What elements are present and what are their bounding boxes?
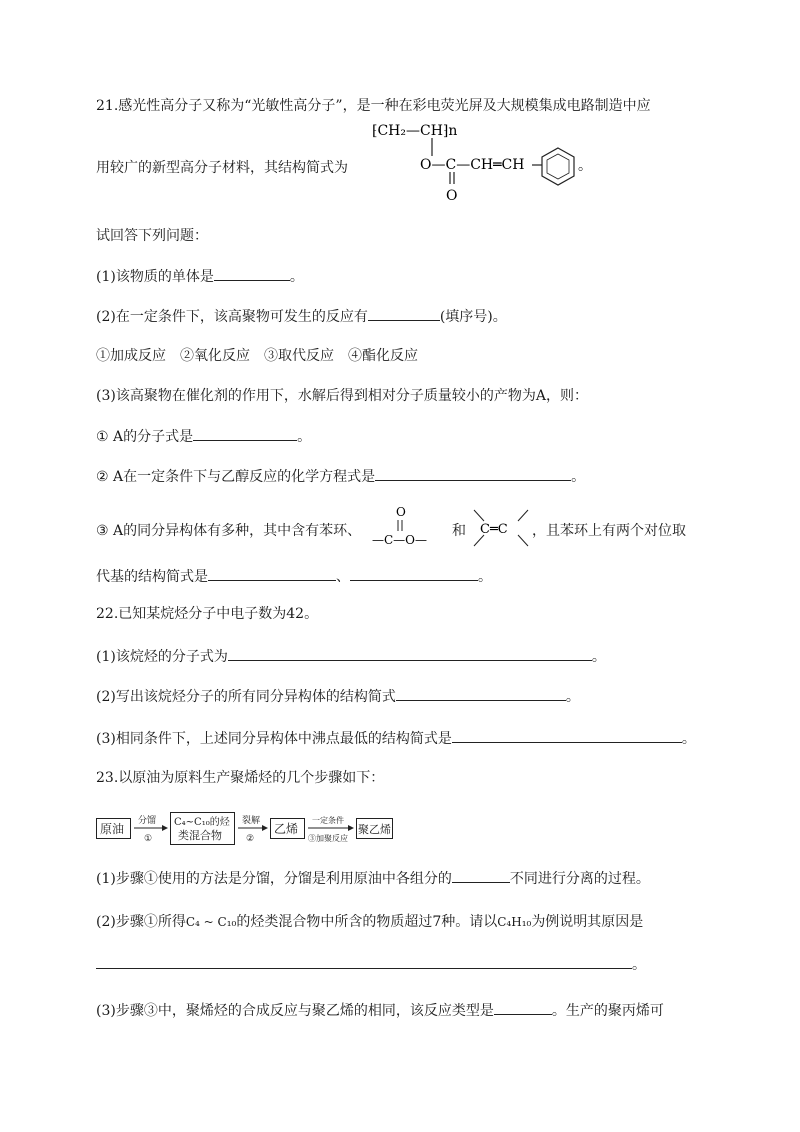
answer-blank[interactable] — [452, 728, 682, 743]
q21-part3c-start: ③ A的同分异构体有多种，其中含有苯环、 — [96, 523, 362, 539]
svg-text:C═C: C═C — [480, 522, 508, 537]
answer-blank[interactable] — [368, 306, 440, 321]
q23-part1: (1)步骤①使用的方法是分馏，分馏是利用原油中各组分的 不同进行分离的过程。 — [96, 868, 650, 889]
svg-text:O: O — [396, 505, 406, 519]
flow-box-polyethylene: 聚乙烯 — [358, 823, 391, 836]
q21-part3c-and: 和 — [452, 523, 466, 539]
answer-blank[interactable] — [452, 868, 510, 883]
flow-box-mixture-line1: C₄~C₁₀的烃 — [174, 817, 230, 828]
polymer-carbonyl-o: O — [446, 188, 458, 204]
butane-formula: C₄H₁₀ — [497, 915, 532, 929]
answer-blank[interactable] — [214, 266, 290, 281]
q21-part3c-end: ，且苯环上有两个对位取 — [532, 523, 686, 539]
q21-part3: (3)该高聚物在催化剂的作用下，水解后得到相对分子质量较小的产物为A，则： — [96, 388, 588, 404]
q21-part3a: ① A的分子式是 。 — [96, 426, 311, 447]
flow-box-crude-oil: 原油 — [100, 822, 125, 836]
carbon-range: C₄ ~ C₁₀ — [185, 915, 237, 929]
answer-blank[interactable] — [494, 1000, 552, 1015]
alkene-group-structure — [470, 506, 532, 550]
ester-group-structure — [370, 500, 450, 554]
q21-prompt: 试回答下列问题： — [96, 228, 208, 244]
svg-text:—C—O—: —C—O— — [372, 533, 428, 547]
answer-blank[interactable] — [396, 686, 566, 701]
q22-part1: (1)该烷烃的分子式为 。 — [96, 646, 606, 667]
answer-blank[interactable] — [375, 466, 571, 481]
q23-part3: (3)步骤③中，聚烯烃的合成反应与聚乙烯的相同，该反应类型是 。生产的聚丙烯可 — [96, 1000, 664, 1021]
flow-box-ethylene: 乙烯 — [274, 822, 299, 836]
process-flow-diagram — [96, 812, 396, 848]
flow-arrow2-label: 裂解 — [242, 816, 261, 826]
polymer-backbone: ⁅CH₂—CH⁆n — [372, 123, 458, 139]
answer-blank[interactable] — [350, 566, 478, 581]
q21-part3c-line2: 代基的结构简式是 、 。 — [96, 566, 492, 587]
polymer-structure — [368, 118, 590, 208]
flow-arrow1-step: ① — [144, 834, 153, 844]
answer-blank[interactable] — [96, 954, 632, 969]
flow-arrow2-step: ② — [246, 834, 255, 844]
q21-part3b: ② A在一定条件下与乙醇反应的化学方程式是 。 — [96, 466, 585, 487]
q22-part2: (2)写出该烷烃分子的所有同分异构体的结构简式 。 — [96, 686, 580, 707]
q22-part3: (3)相同条件下，上述同分异构体中沸点最低的结构简式是 。 — [96, 728, 696, 749]
answer-blank[interactable] — [193, 426, 297, 441]
flow-arrow1-label: 分馏 — [138, 816, 157, 826]
q21-intro-line1: 21.感光性高分子又称为“光敏性高分子”，是一种在彩电荧光屏及大规模集成电路制造中应 — [96, 98, 651, 114]
flow-arrow3-label: 一定条件 — [312, 816, 344, 825]
q22-title: 22.已知某烷烃分子中电子数为42。 — [96, 606, 319, 622]
q21-intro-line2: 用较广的新型高分子材料，其结构简式为 — [96, 160, 348, 176]
flow-arrow3-step: ③加聚反应 — [308, 834, 348, 843]
structure-period: 。 — [578, 158, 592, 174]
q23-part2-line2: 。 — [96, 954, 646, 975]
polymer-ester-chain: O—C—CH═CH — [420, 157, 525, 173]
benzene-ring-icon — [532, 148, 574, 185]
q21-part1: (1)该物质的单体是 。 — [96, 266, 304, 287]
q23-title: 23.以原油为原料生产聚烯烃的几个步骤如下： — [96, 770, 385, 786]
flow-box-mixture-line2: 类混合物 — [178, 829, 222, 842]
q21-options: ①加成反应 ②氧化反应 ③取代反应 ④酯化反应 — [96, 348, 418, 364]
answer-blank[interactable] — [208, 566, 336, 581]
q21-part2: (2)在一定条件下，该高聚物可发生的反应有 (填序号)。 — [96, 306, 507, 327]
q23-part2: (2)步骤①所得C₄ ~ C₁₀的烃类混合物中所含的物质超过7种。请以C₄H₁₀为例说明其原因是 — [96, 914, 644, 930]
answer-blank[interactable] — [228, 646, 592, 661]
